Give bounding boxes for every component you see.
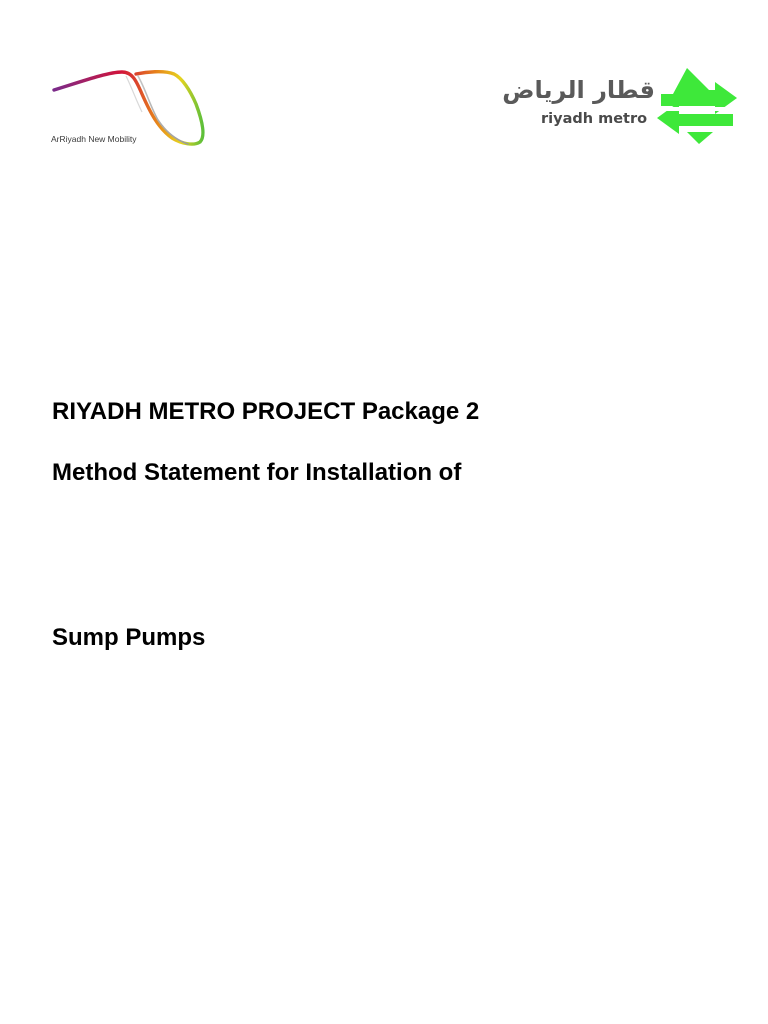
logo-latin-name: riyadh metro bbox=[541, 111, 648, 127]
arriyadh-new-mobility-logo bbox=[50, 66, 206, 152]
document-subject: Sump Pumps bbox=[52, 624, 206, 651]
document-title: RIYADH METRO PROJECT Package 2 bbox=[52, 398, 480, 425]
logo-tagline: ArRiyadh New Mobility bbox=[51, 134, 137, 144]
logo-arabic-name: قطار الرياض bbox=[502, 76, 655, 104]
metro-arrows-icon bbox=[653, 66, 741, 144]
riyadh-metro-logo bbox=[502, 66, 745, 146]
document-subtitle: Method Statement for Installation of bbox=[52, 459, 462, 486]
